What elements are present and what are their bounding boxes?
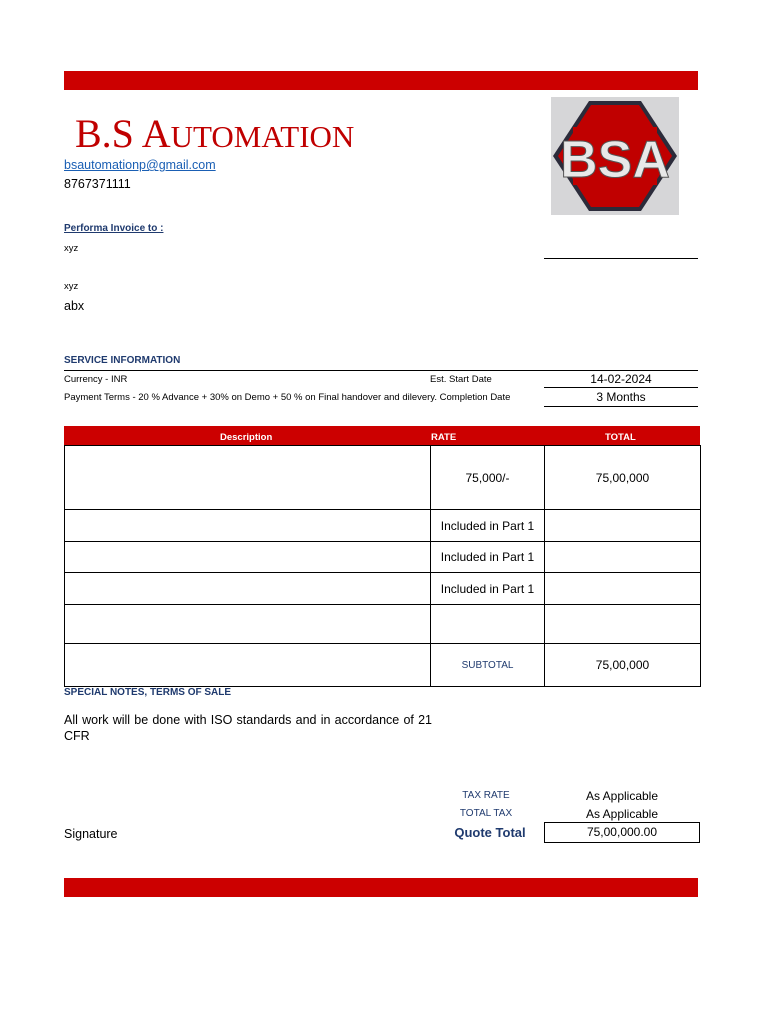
row-rate xyxy=(431,605,545,644)
bottom-red-bar xyxy=(64,878,698,897)
company-name xyxy=(75,110,354,161)
completion-date-value: 3 Months xyxy=(596,390,646,404)
company-email-link[interactable]: bsautomationp@gmail.com xyxy=(64,158,216,172)
logo-text: BSA xyxy=(560,131,670,189)
table-row xyxy=(65,510,701,542)
row-total: 75,00,000 xyxy=(545,446,701,510)
row-total xyxy=(545,542,701,573)
bill-to-right-rule xyxy=(544,258,698,259)
tax-rate-value: As Applicable xyxy=(585,789,659,803)
header-rate: RATE xyxy=(431,432,457,443)
notes-text: All work will be done with ISO standards and in accordance of 21 CFR xyxy=(64,713,432,743)
service-info-heading: SERVICE INFORMATION xyxy=(64,355,181,366)
quote-total-label: Quote Total xyxy=(454,825,526,840)
subtotal-value: 75,00,000 xyxy=(545,644,701,687)
bill-to-line-2: xyz xyxy=(64,281,79,292)
company-name-rest: UTOMATION xyxy=(170,119,355,154)
row-total xyxy=(545,510,701,542)
row-total xyxy=(545,573,701,605)
payment-terms-text: Payment Terms - 20 % Advance + 30% on Demo + 50 % on Final handover and dilevery. Completion Date xyxy=(64,392,511,403)
row-rate: 75,000/- xyxy=(431,446,545,510)
items-table xyxy=(64,445,701,687)
completion-date-rule xyxy=(544,406,698,407)
company-name-initial: B.S A xyxy=(75,111,171,156)
row-description xyxy=(65,573,431,605)
table-row xyxy=(65,446,701,510)
row-description xyxy=(65,446,431,510)
total-tax-label: TOTAL TAX xyxy=(459,808,513,819)
row-total xyxy=(545,605,701,644)
items-table-header xyxy=(64,426,700,445)
start-date-rule xyxy=(544,387,698,388)
tax-rate-label: TAX RATE xyxy=(462,790,510,801)
header-description: Description xyxy=(220,432,273,443)
total-tax-value: As Applicable xyxy=(585,807,659,821)
start-date-value: 14-02-2024 xyxy=(590,372,652,386)
quote-total-value: 75,00,000.00 xyxy=(544,822,700,843)
bill-to-line-3: abx xyxy=(64,299,85,313)
row-description xyxy=(65,605,431,644)
top-red-bar xyxy=(64,71,698,90)
table-row xyxy=(65,542,701,573)
row-rate: Included in Part 1 xyxy=(431,542,545,573)
company-phone: 8767371111 xyxy=(64,177,131,191)
row-rate: Included in Part 1 xyxy=(431,573,545,605)
header-total: TOTAL xyxy=(605,432,636,443)
table-row xyxy=(65,605,701,644)
subtotal-row xyxy=(65,644,701,687)
row-rate: Included in Part 1 xyxy=(431,510,545,542)
table-row xyxy=(65,573,701,605)
service-info-top-rule xyxy=(64,370,698,371)
signature-label: Signature xyxy=(64,827,118,841)
bill-to-line-1: xyz xyxy=(64,243,79,254)
start-date-label: Est. Start Date xyxy=(430,374,492,385)
row-description xyxy=(65,542,431,573)
bill-to-heading: Performa Invoice to : xyxy=(64,223,164,234)
subtotal-blank xyxy=(65,644,431,687)
subtotal-label: SUBTOTAL xyxy=(431,644,545,687)
currency-text: Currency - INR xyxy=(64,374,128,385)
notes-heading: SPECIAL NOTES, TERMS OF SALE xyxy=(64,687,232,698)
company-logo xyxy=(551,97,679,215)
bsa-logo-icon xyxy=(551,97,679,215)
row-description xyxy=(65,510,431,542)
